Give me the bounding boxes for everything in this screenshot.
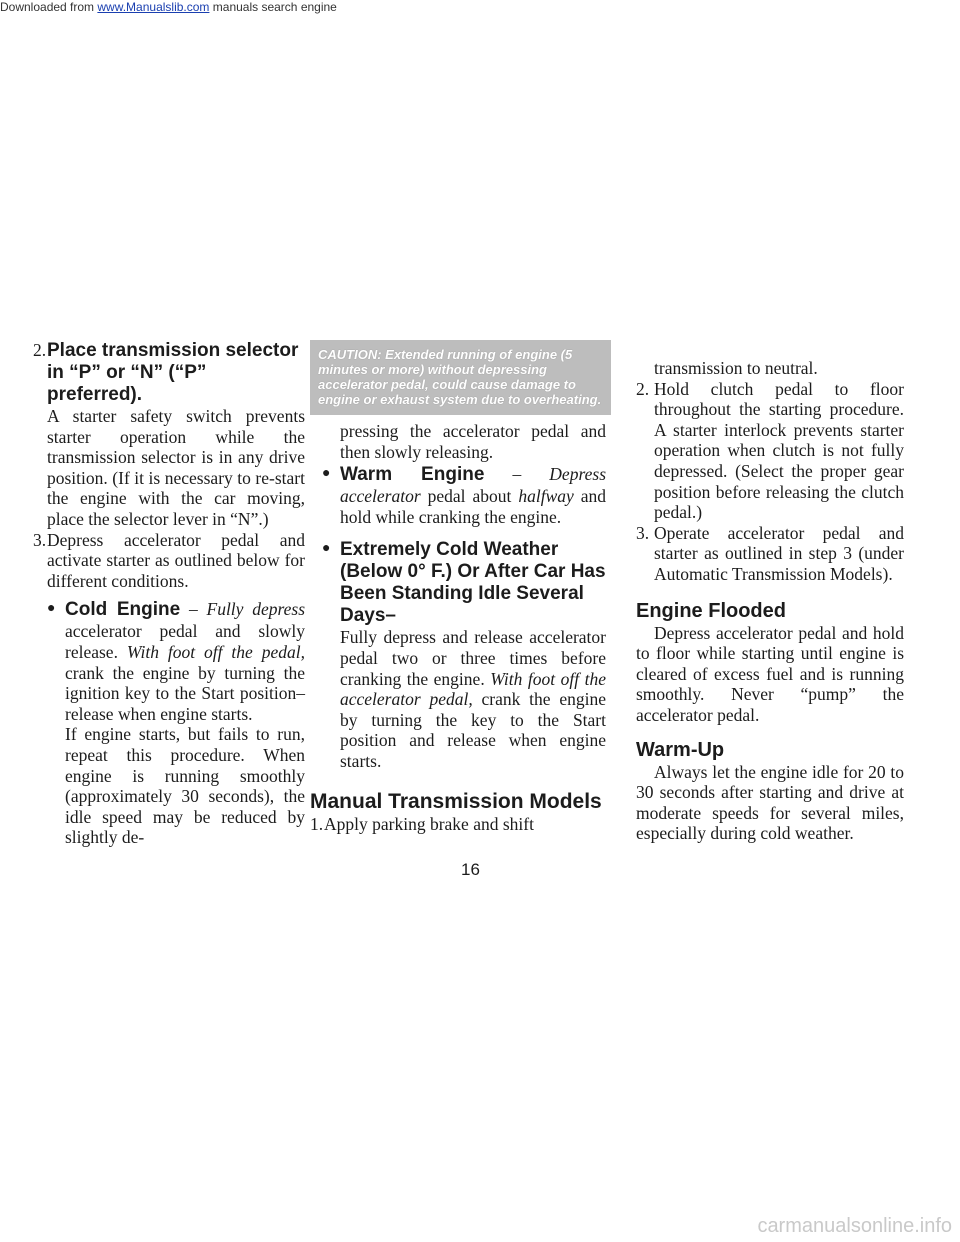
page-number: 16 — [461, 860, 480, 879]
bullet-icon: ● — [322, 466, 331, 482]
manual-step-3 — [636, 523, 904, 585]
step-number: 2. — [33, 340, 47, 360]
manual-step-2 — [636, 379, 904, 523]
step-number: 1. — [310, 813, 324, 834]
section-engine-flooded: Engine Flooded — [636, 599, 786, 622]
section-warm-up: Warm-Up — [636, 738, 725, 761]
bullet-icon: ● — [322, 541, 331, 557]
caution-box: CAUTION: Extended running of engine (5 minutes or more) without depressing accelerator pedal, could cause damage to engine or exhaust system due to overheating. — [310, 340, 611, 415]
warm-engine-text: Warm Engine – Depress accelerator pedal about halfway and hold while cranking the engine. — [340, 464, 607, 527]
continued-text: pressing the accelerator pedal and then slowly releasing. — [340, 421, 606, 462]
download-header — [0, 0, 337, 14]
header-prefix: Downloaded from — [0, 0, 98, 14]
manualslib-link[interactable]: www.Manualslib.com — [97, 0, 210, 14]
engine-flooded-body: Depress accelerator pedal and hold to floor while starting until engine is cleared of excess fuel and is running smoothly. Never “pump” the accelerator pedal. — [636, 622, 904, 725]
column-right — [636, 358, 904, 844]
section-manual-transmission: Manual Transmission Models — [310, 789, 602, 813]
manual-step-1-body: Apply parking brake and shift — [324, 813, 534, 834]
step-3 — [33, 530, 305, 848]
continued-text: transmission to neutral. — [654, 358, 818, 378]
bullet-cold-engine — [47, 599, 305, 848]
manual-step-2-body: Hold clutch pedal to floor throughout the starting procedure. A starter interlock prevents starter operation when clutch is not fully depressed. (Select the proper gear position before releasing the clutch pedal.) — [654, 378, 904, 523]
bullet-warm-engine — [310, 464, 606, 527]
step-2-body: A starter safety switch prevents starter operation while the transmission selector is in any drive position. (If it is necessary to re-start the engine with the car moving, place the selector lever in “N”.) — [47, 406, 305, 529]
column-middle — [310, 340, 606, 834]
column-left — [33, 340, 305, 848]
cold-engine-text-2: If engine starts, but fails to run, repeat this procedure. When engine is running smoothly (approximately 30 seconds), the idle speed may be reduced by slightly de- — [65, 724, 305, 848]
cold-engine-text: Cold Engine – Fully depress accelerator pedal and slowly release. With foot off the pedal, crank the engine by turning the ignition key to the Start position–release when engine starts. — [65, 599, 306, 724]
step-2 — [33, 340, 305, 530]
manual-step-3-body: Operate accelerator pedal and starter as outlined in step 3 (under Automatic Transmission Models). — [654, 522, 904, 584]
bullet-extremely-cold — [310, 539, 606, 771]
manual-step-1 — [310, 814, 606, 835]
header-suffix: manuals search engine — [209, 0, 337, 14]
bullet-icon: ● — [47, 601, 56, 617]
extremely-cold-title: Extremely Cold Weather (Below 0° F.) Or After Car Has Been Standing Idle Several Days– — [340, 539, 606, 627]
footer-watermark: carmanualsonline.info — [757, 1215, 952, 1237]
extremely-cold-text: Fully depress and release accelerator pedal two or three times before cranking the engine. With foot off the accelerator pedal, crank the engine by turning the key to the Start position and release when engine starts. — [340, 627, 606, 771]
step-number: 2. — [636, 378, 650, 399]
step-number: 3. — [636, 522, 650, 543]
step-3-body: Depress accelerator pedal and activate starter as outlined below for different conditions. — [47, 529, 305, 591]
step-2-title: Place transmission selector in “P” or “N” (“P” preferred). — [47, 340, 299, 405]
step-number: 3. — [33, 529, 47, 550]
warm-up-body: Always let the engine idle for 20 to 30 seconds after starting and drive at moderate speeds for several miles, especially during cold weather. — [636, 761, 904, 844]
